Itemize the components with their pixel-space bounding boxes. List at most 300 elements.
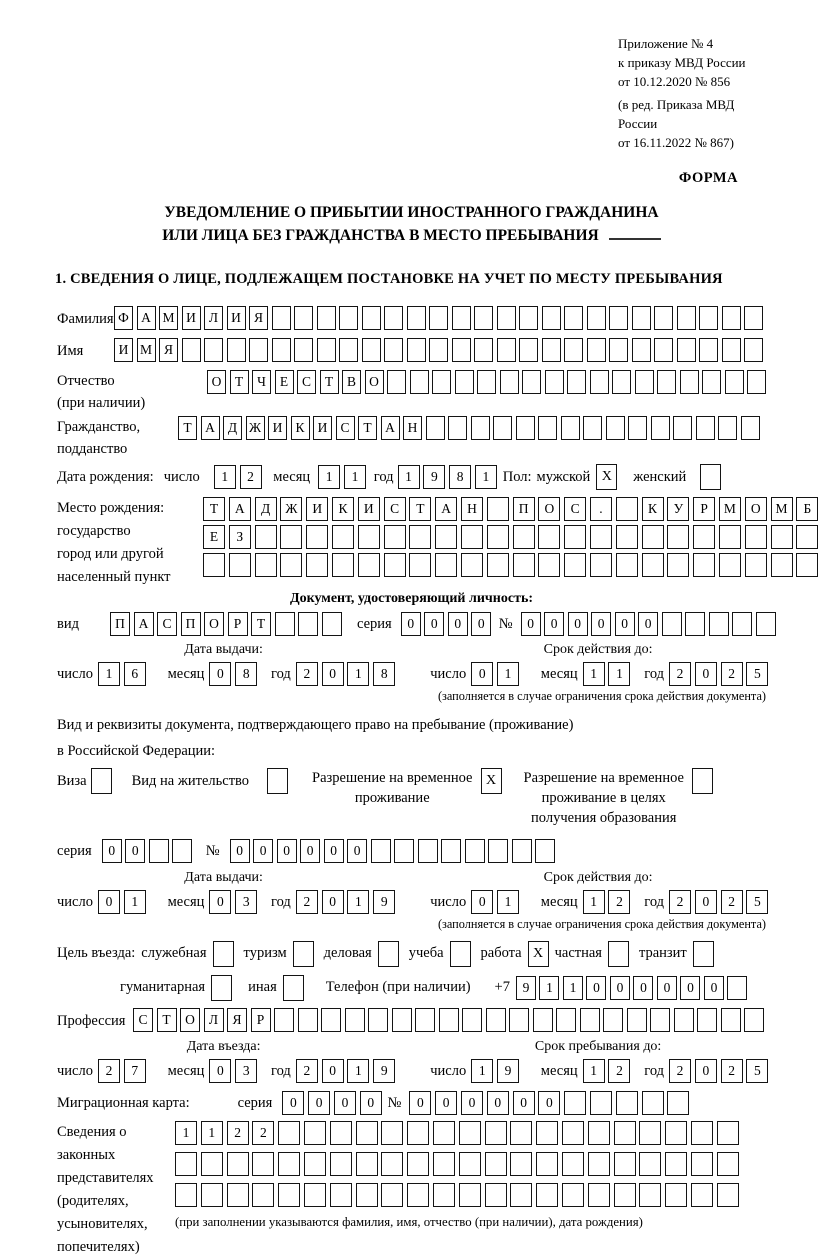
char-cell[interactable]: А (137, 306, 156, 330)
char-cell[interactable]: 0 (544, 612, 564, 636)
char-cell[interactable]: 1 (347, 890, 369, 914)
char-cell[interactable] (448, 416, 467, 440)
char-cell[interactable]: П (513, 497, 535, 521)
char-cell[interactable] (356, 1152, 378, 1176)
char-cell[interactable] (500, 370, 519, 394)
char-cell[interactable]: Ф (114, 306, 133, 330)
char-cell[interactable]: А (134, 612, 154, 636)
char-cell[interactable]: 7 (124, 1059, 146, 1083)
char-cell[interactable] (330, 1183, 352, 1207)
sex-male-checkbox[interactable]: X (596, 464, 617, 490)
char-cell[interactable] (330, 1152, 352, 1176)
char-cell[interactable]: 0 (538, 1091, 560, 1115)
char-cell[interactable] (278, 1183, 300, 1207)
char-cell[interactable]: Т (320, 370, 339, 394)
char-cell[interactable] (227, 338, 246, 362)
char-cell[interactable]: 2 (296, 890, 318, 914)
char-cell[interactable]: 1 (583, 890, 605, 914)
char-cell[interactable]: Я (227, 1008, 247, 1032)
char-cell[interactable] (278, 1121, 300, 1145)
char-cell[interactable] (435, 525, 457, 549)
char-cell[interactable]: 1 (471, 1059, 493, 1083)
char-cell[interactable]: Р (228, 612, 248, 636)
char-cell[interactable]: Я (159, 338, 178, 362)
char-cell[interactable] (407, 338, 426, 362)
char-cell[interactable]: 0 (98, 890, 120, 914)
char-cell[interactable]: 1 (344, 465, 366, 489)
char-cell[interactable] (358, 553, 380, 577)
char-cell[interactable] (332, 553, 354, 577)
char-cell[interactable]: 1 (98, 662, 120, 686)
char-cell[interactable]: 9 (516, 976, 536, 1000)
char-cell[interactable] (639, 1121, 661, 1145)
char-cell[interactable]: 0 (471, 662, 493, 686)
char-cell[interactable]: 2 (721, 1059, 743, 1083)
char-cell[interactable]: 6 (124, 662, 146, 686)
char-cell[interactable]: 0 (471, 890, 493, 914)
char-cell[interactable]: 0 (282, 1091, 304, 1115)
char-cell[interactable] (756, 612, 776, 636)
char-cell[interactable]: О (207, 370, 226, 394)
char-cell[interactable]: 0 (253, 839, 273, 863)
char-cell[interactable] (696, 416, 715, 440)
char-cell[interactable] (513, 553, 535, 577)
char-cell[interactable] (409, 553, 431, 577)
char-cell[interactable] (474, 338, 493, 362)
char-cell[interactable]: П (110, 612, 130, 636)
char-cell[interactable]: 1 (214, 465, 236, 489)
char-cell[interactable]: 0 (347, 839, 367, 863)
char-cell[interactable]: Д (223, 416, 242, 440)
residence-permit-checkbox[interactable] (267, 768, 288, 794)
char-cell[interactable]: 2 (721, 890, 743, 914)
char-cell[interactable]: 3 (235, 1059, 257, 1083)
char-cell[interactable]: И (268, 416, 287, 440)
char-cell[interactable] (462, 1008, 482, 1032)
char-cell[interactable]: 1 (539, 976, 559, 1000)
char-cell[interactable] (345, 1008, 365, 1032)
char-cell[interactable] (717, 1121, 739, 1145)
char-cell[interactable] (304, 1183, 326, 1207)
char-cell[interactable]: А (381, 416, 400, 440)
char-cell[interactable] (722, 338, 741, 362)
char-cell[interactable] (381, 1152, 403, 1176)
char-cell[interactable]: . (590, 497, 612, 521)
char-cell[interactable]: И (227, 306, 246, 330)
char-cell[interactable]: Н (461, 497, 483, 521)
char-cell[interactable] (203, 553, 225, 577)
char-cell[interactable] (677, 306, 696, 330)
char-cell[interactable]: О (204, 612, 224, 636)
char-cell[interactable]: 2 (252, 1121, 274, 1145)
char-cell[interactable] (522, 370, 541, 394)
char-cell[interactable]: Д (255, 497, 277, 521)
char-cell[interactable] (533, 1008, 553, 1032)
char-cell[interactable]: 0 (513, 1091, 535, 1115)
char-cell[interactable] (439, 1008, 459, 1032)
purpose-business-checkbox[interactable] (213, 941, 234, 967)
char-cell[interactable] (564, 1091, 586, 1115)
char-cell[interactable] (510, 1121, 532, 1145)
char-cell[interactable]: 9 (497, 1059, 519, 1083)
char-cell[interactable]: 1 (608, 662, 630, 686)
char-cell[interactable] (562, 1121, 584, 1145)
char-cell[interactable]: И (313, 416, 332, 440)
char-cell[interactable] (487, 497, 509, 521)
char-cell[interactable] (665, 1152, 687, 1176)
char-cell[interactable] (567, 370, 586, 394)
char-cell[interactable] (796, 525, 818, 549)
char-cell[interactable]: 2 (669, 890, 691, 914)
char-cell[interactable] (493, 416, 512, 440)
char-cell[interactable] (201, 1152, 223, 1176)
char-cell[interactable] (433, 1183, 455, 1207)
char-cell[interactable] (564, 338, 583, 362)
char-cell[interactable]: О (538, 497, 560, 521)
char-cell[interactable]: 2 (296, 662, 318, 686)
char-cell[interactable] (616, 1091, 638, 1115)
char-cell[interactable] (358, 525, 380, 549)
char-cell[interactable] (392, 1008, 412, 1032)
char-cell[interactable]: 0 (615, 612, 635, 636)
char-cell[interactable]: 0 (125, 839, 145, 863)
char-cell[interactable]: 1 (175, 1121, 197, 1145)
char-cell[interactable] (657, 370, 676, 394)
char-cell[interactable] (654, 338, 673, 362)
char-cell[interactable] (545, 370, 564, 394)
char-cell[interactable] (651, 416, 670, 440)
char-cell[interactable] (452, 338, 471, 362)
char-cell[interactable] (407, 306, 426, 330)
char-cell[interactable]: М (719, 497, 741, 521)
char-cell[interactable] (796, 553, 818, 577)
char-cell[interactable]: И (182, 306, 201, 330)
char-cell[interactable] (691, 1121, 713, 1145)
char-cell[interactable] (394, 839, 414, 863)
purpose-study-checkbox[interactable] (450, 941, 471, 967)
char-cell[interactable] (542, 338, 561, 362)
sex-female-checkbox[interactable] (700, 464, 721, 490)
char-cell[interactable] (384, 525, 406, 549)
char-cell[interactable]: М (771, 497, 793, 521)
char-cell[interactable]: Т (409, 497, 431, 521)
char-cell[interactable] (509, 1008, 529, 1032)
char-cell[interactable]: 0 (334, 1091, 356, 1115)
char-cell[interactable] (304, 1152, 326, 1176)
char-cell[interactable]: С (297, 370, 316, 394)
char-cell[interactable] (474, 306, 493, 330)
char-cell[interactable] (433, 1152, 455, 1176)
char-cell[interactable] (519, 306, 538, 330)
char-cell[interactable]: 0 (633, 976, 653, 1000)
char-cell[interactable] (321, 1008, 341, 1032)
char-cell[interactable]: Т (157, 1008, 177, 1032)
char-cell[interactable] (535, 839, 555, 863)
char-cell[interactable]: 5 (746, 890, 768, 914)
char-cell[interactable] (685, 612, 705, 636)
char-cell[interactable] (556, 1008, 576, 1032)
char-cell[interactable] (465, 839, 485, 863)
char-cell[interactable] (227, 1183, 249, 1207)
char-cell[interactable] (298, 1008, 318, 1032)
char-cell[interactable] (639, 1183, 661, 1207)
char-cell[interactable] (272, 306, 291, 330)
char-cell[interactable] (513, 525, 535, 549)
char-cell[interactable]: Т (358, 416, 377, 440)
char-cell[interactable] (356, 1121, 378, 1145)
char-cell[interactable] (182, 338, 201, 362)
char-cell[interactable] (249, 338, 268, 362)
char-cell[interactable]: Ж (246, 416, 265, 440)
char-cell[interactable]: 0 (487, 1091, 509, 1115)
char-cell[interactable] (278, 1152, 300, 1176)
char-cell[interactable] (252, 1183, 274, 1207)
char-cell[interactable] (562, 1152, 584, 1176)
char-cell[interactable] (407, 1152, 429, 1176)
char-cell[interactable]: 0 (638, 612, 658, 636)
char-cell[interactable]: 0 (322, 662, 344, 686)
char-cell[interactable]: 0 (657, 976, 677, 1000)
char-cell[interactable] (538, 416, 557, 440)
char-cell[interactable]: В (342, 370, 361, 394)
char-cell[interactable] (536, 1121, 558, 1145)
char-cell[interactable] (725, 370, 744, 394)
char-cell[interactable]: 1 (563, 976, 583, 1000)
char-cell[interactable] (536, 1183, 558, 1207)
char-cell[interactable]: 0 (209, 662, 231, 686)
purpose-private-checkbox[interactable] (608, 941, 629, 967)
char-cell[interactable]: О (365, 370, 384, 394)
char-cell[interactable]: 0 (695, 890, 717, 914)
char-cell[interactable] (487, 525, 509, 549)
char-cell[interactable] (294, 338, 313, 362)
char-cell[interactable]: 0 (322, 1059, 344, 1083)
char-cell[interactable]: Т (251, 612, 271, 636)
char-cell[interactable]: 0 (409, 1091, 431, 1115)
char-cell[interactable] (410, 370, 429, 394)
char-cell[interactable] (459, 1183, 481, 1207)
char-cell[interactable] (590, 553, 612, 577)
char-cell[interactable] (588, 1183, 610, 1207)
char-cell[interactable] (674, 1008, 694, 1032)
char-cell[interactable] (362, 306, 381, 330)
char-cell[interactable]: Р (251, 1008, 271, 1032)
char-cell[interactable] (667, 553, 689, 577)
char-cell[interactable]: А (435, 497, 457, 521)
char-cell[interactable] (616, 525, 638, 549)
char-cell[interactable] (274, 1008, 294, 1032)
char-cell[interactable]: Л (204, 306, 223, 330)
char-cell[interactable]: 1 (347, 1059, 369, 1083)
char-cell[interactable] (722, 306, 741, 330)
char-cell[interactable] (332, 525, 354, 549)
char-cell[interactable] (306, 525, 328, 549)
char-cell[interactable] (583, 416, 602, 440)
visa-checkbox[interactable] (91, 768, 112, 794)
char-cell[interactable] (606, 416, 625, 440)
char-cell[interactable]: З (229, 525, 251, 549)
char-cell[interactable] (497, 338, 516, 362)
purpose-commercial-checkbox[interactable] (378, 941, 399, 967)
char-cell[interactable] (407, 1183, 429, 1207)
char-cell[interactable]: 1 (497, 662, 519, 686)
char-cell[interactable] (588, 1152, 610, 1176)
char-cell[interactable] (298, 612, 318, 636)
char-cell[interactable]: К (332, 497, 354, 521)
char-cell[interactable] (317, 306, 336, 330)
char-cell[interactable] (564, 306, 583, 330)
char-cell[interactable] (699, 306, 718, 330)
char-cell[interactable]: К (642, 497, 664, 521)
char-cell[interactable]: 2 (721, 662, 743, 686)
char-cell[interactable] (433, 1121, 455, 1145)
char-cell[interactable] (642, 525, 664, 549)
char-cell[interactable] (744, 1008, 764, 1032)
purpose-work-checkbox[interactable]: X (528, 941, 549, 967)
char-cell[interactable]: 0 (401, 612, 421, 636)
char-cell[interactable]: 2 (608, 1059, 630, 1083)
char-cell[interactable] (603, 1008, 623, 1032)
purpose-tourism-checkbox[interactable] (293, 941, 314, 967)
char-cell[interactable] (628, 416, 647, 440)
char-cell[interactable]: 1 (318, 465, 340, 489)
char-cell[interactable]: 2 (296, 1059, 318, 1083)
char-cell[interactable] (650, 1008, 670, 1032)
char-cell[interactable]: И (306, 497, 328, 521)
char-cell[interactable]: А (229, 497, 251, 521)
char-cell[interactable] (564, 525, 586, 549)
char-cell[interactable] (510, 1152, 532, 1176)
char-cell[interactable] (627, 1008, 647, 1032)
char-cell[interactable] (538, 553, 560, 577)
char-cell[interactable] (356, 1183, 378, 1207)
char-cell[interactable]: 5 (746, 662, 768, 686)
char-cell[interactable] (614, 1121, 636, 1145)
char-cell[interactable] (642, 1091, 664, 1115)
char-cell[interactable] (680, 370, 699, 394)
char-cell[interactable]: С (336, 416, 355, 440)
char-cell[interactable] (590, 1091, 612, 1115)
char-cell[interactable]: Е (203, 525, 225, 549)
char-cell[interactable] (330, 1121, 352, 1145)
char-cell[interactable] (691, 1152, 713, 1176)
purpose-humanitarian-checkbox[interactable] (211, 975, 232, 1001)
char-cell[interactable]: И (114, 338, 133, 362)
char-cell[interactable]: 0 (704, 976, 724, 1000)
char-cell[interactable] (280, 525, 302, 549)
char-cell[interactable] (387, 370, 406, 394)
char-cell[interactable]: 0 (308, 1091, 330, 1115)
char-cell[interactable]: Т (178, 416, 197, 440)
char-cell[interactable] (471, 416, 490, 440)
char-cell[interactable] (461, 553, 483, 577)
char-cell[interactable]: 0 (322, 890, 344, 914)
char-cell[interactable] (717, 1183, 739, 1207)
char-cell[interactable] (667, 1091, 689, 1115)
char-cell[interactable] (561, 416, 580, 440)
char-cell[interactable]: М (137, 338, 156, 362)
char-cell[interactable] (580, 1008, 600, 1032)
char-cell[interactable] (691, 1183, 713, 1207)
char-cell[interactable]: К (291, 416, 310, 440)
char-cell[interactable] (175, 1152, 197, 1176)
char-cell[interactable]: Б (796, 497, 818, 521)
char-cell[interactable]: С (157, 612, 177, 636)
char-cell[interactable] (455, 370, 474, 394)
char-cell[interactable] (280, 553, 302, 577)
char-cell[interactable]: 1 (583, 662, 605, 686)
char-cell[interactable] (381, 1121, 403, 1145)
char-cell[interactable] (538, 525, 560, 549)
char-cell[interactable]: 0 (300, 839, 320, 863)
char-cell[interactable]: 0 (209, 1059, 231, 1083)
char-cell[interactable] (204, 338, 223, 362)
char-cell[interactable]: 0 (695, 662, 717, 686)
char-cell[interactable] (304, 1121, 326, 1145)
char-cell[interactable] (485, 1121, 507, 1145)
char-cell[interactable]: П (181, 612, 201, 636)
char-cell[interactable] (709, 612, 729, 636)
char-cell[interactable]: 0 (471, 612, 491, 636)
char-cell[interactable] (201, 1183, 223, 1207)
char-cell[interactable] (747, 370, 766, 394)
char-cell[interactable]: 3 (235, 890, 257, 914)
char-cell[interactable] (562, 1183, 584, 1207)
char-cell[interactable]: И (358, 497, 380, 521)
char-cell[interactable] (172, 839, 192, 863)
char-cell[interactable] (616, 553, 638, 577)
char-cell[interactable] (702, 370, 721, 394)
char-cell[interactable]: 0 (277, 839, 297, 863)
char-cell[interactable]: Т (230, 370, 249, 394)
char-cell[interactable] (727, 976, 747, 1000)
char-cell[interactable]: 1 (583, 1059, 605, 1083)
char-cell[interactable] (227, 1152, 249, 1176)
char-cell[interactable]: 9 (423, 465, 445, 489)
char-cell[interactable]: 1 (201, 1121, 223, 1145)
char-cell[interactable] (614, 1183, 636, 1207)
char-cell[interactable] (441, 839, 461, 863)
char-cell[interactable]: М (159, 306, 178, 330)
char-cell[interactable]: 0 (521, 612, 541, 636)
char-cell[interactable] (642, 553, 664, 577)
char-cell[interactable] (612, 370, 631, 394)
char-cell[interactable] (699, 338, 718, 362)
char-cell[interactable] (673, 416, 692, 440)
char-cell[interactable] (407, 1121, 429, 1145)
char-cell[interactable] (677, 338, 696, 362)
char-cell[interactable]: 0 (461, 1091, 483, 1115)
char-cell[interactable]: 1 (475, 465, 497, 489)
char-cell[interactable] (745, 553, 767, 577)
char-cell[interactable] (564, 553, 586, 577)
char-cell[interactable]: 0 (209, 890, 231, 914)
char-cell[interactable]: С (384, 497, 406, 521)
char-cell[interactable]: 0 (610, 976, 630, 1000)
char-cell[interactable]: 2 (98, 1059, 120, 1083)
char-cell[interactable] (665, 1121, 687, 1145)
char-cell[interactable]: 0 (324, 839, 344, 863)
temp-residence-education-checkbox[interactable] (692, 768, 713, 794)
char-cell[interactable]: 8 (449, 465, 471, 489)
char-cell[interactable] (717, 1152, 739, 1176)
char-cell[interactable]: О (745, 497, 767, 521)
char-cell[interactable]: 0 (695, 1059, 717, 1083)
char-cell[interactable] (693, 553, 715, 577)
char-cell[interactable] (516, 416, 535, 440)
char-cell[interactable] (616, 497, 638, 521)
char-cell[interactable] (588, 1121, 610, 1145)
